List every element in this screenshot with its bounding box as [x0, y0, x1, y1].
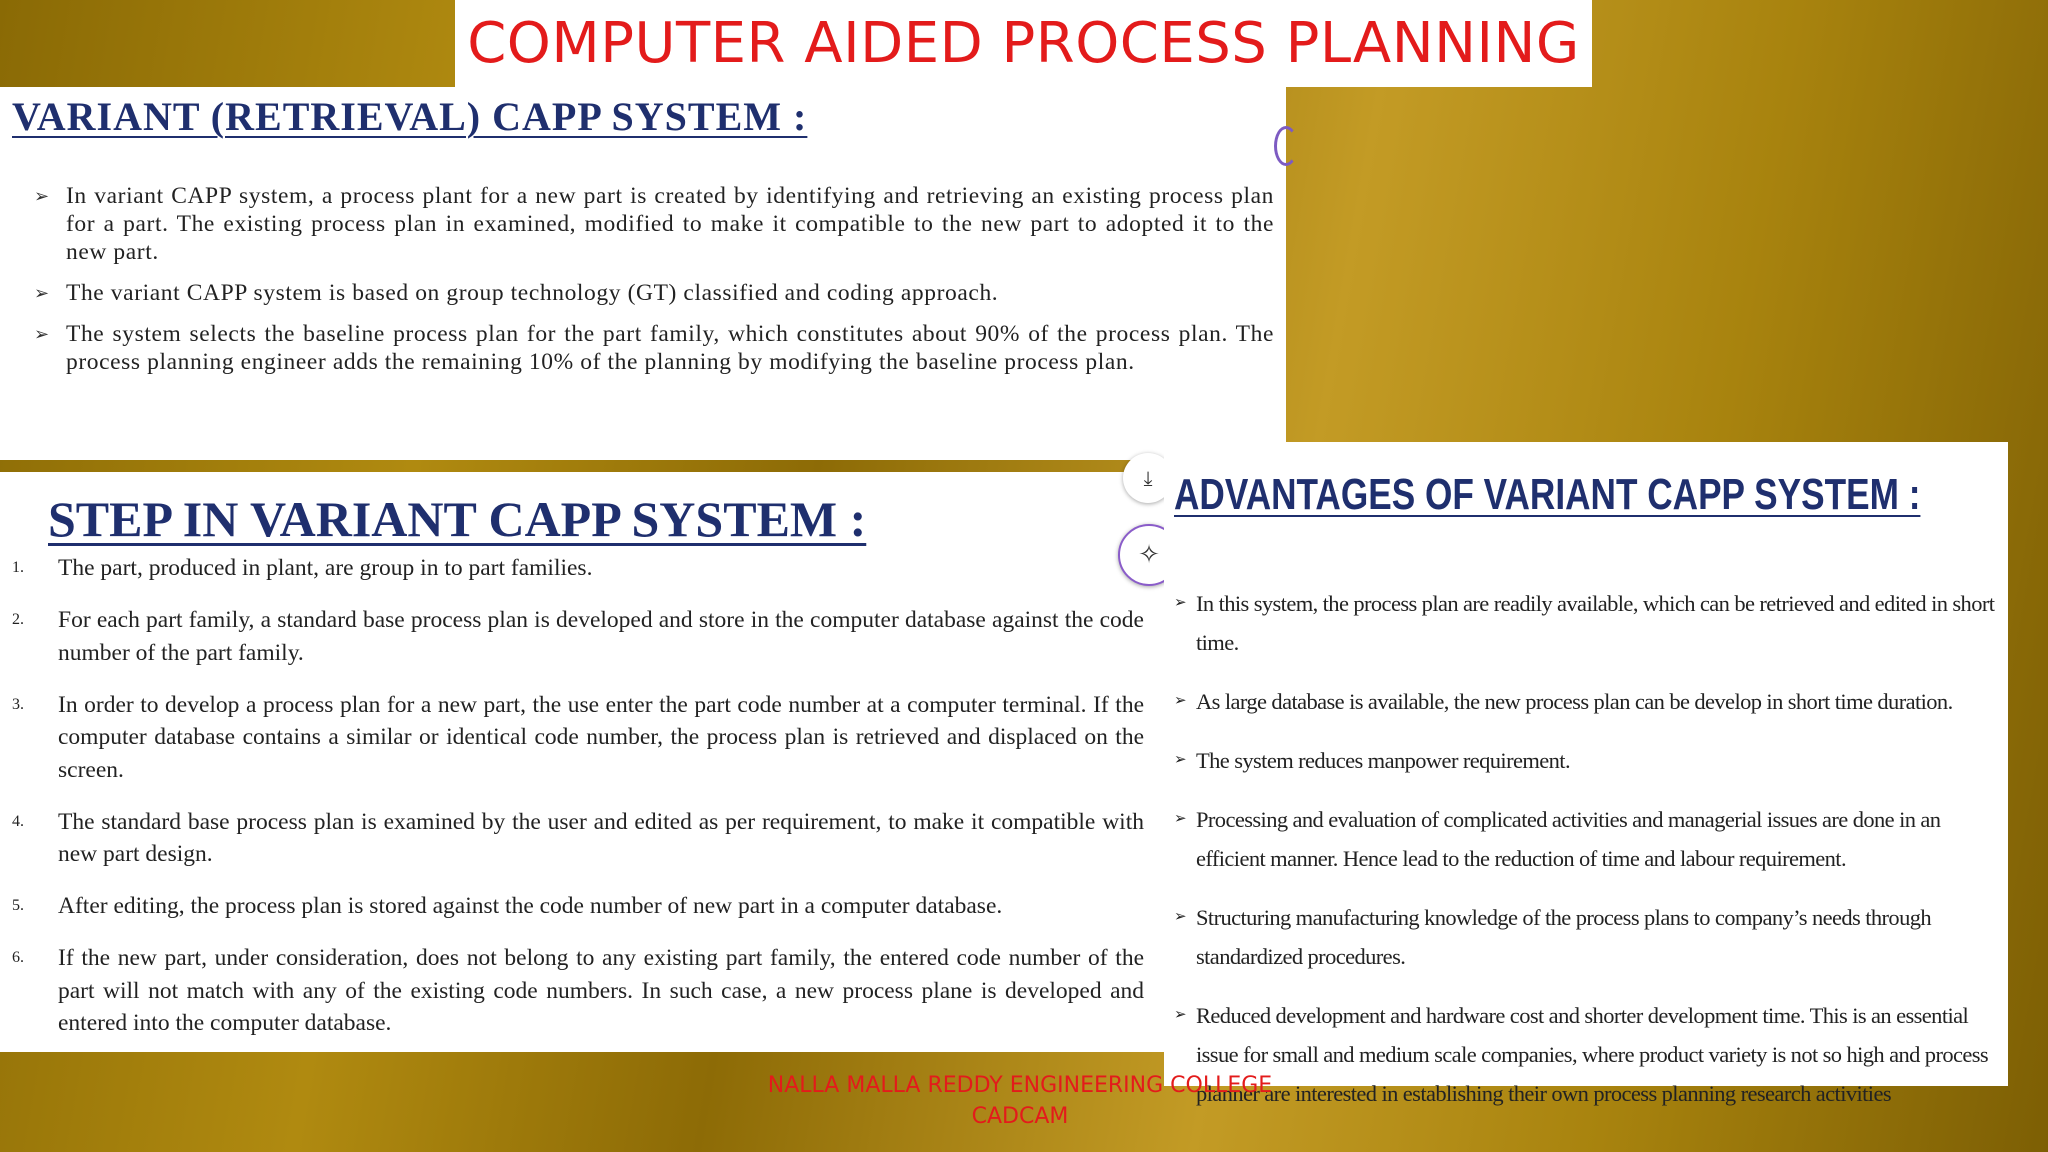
arrow-bullet-icon: ➢ [1174, 693, 1186, 709]
step-item: 3. In order to develop a process plan for a new part, the use enter the part code number at a computer terminal. If the computer database contains a similar or identical code number, the process plan is retrieved and displaced on the screen. [12, 689, 1144, 787]
arrow-bullet-icon: ➢ [34, 186, 50, 206]
slide-title: COMPUTER AIDED PROCESS PLANNING [467, 11, 1580, 76]
advantage-item: ➢ The system reduces manpower requirement. [1174, 741, 1998, 780]
step-item: 4. The standard base process plan is examined by the user and edited as per requirement, to make it compatible with new part design. [12, 806, 1144, 871]
step-number: 6. [12, 949, 24, 966]
arc-decoration-icon [1274, 126, 1298, 166]
step-number: 4. [12, 812, 24, 830]
advantages-list [1174, 584, 1998, 1133]
variant-capp-list [34, 182, 1274, 389]
title-banner [455, 0, 1592, 87]
step-item: 5. After editing, the process plan is stored against the code number of new part in a computer database. [12, 890, 1144, 923]
sparkle-icon[interactable]: ✧ [1118, 524, 1180, 586]
steps-list [12, 552, 1144, 1059]
variant-point: ➢ In variant CAPP system, a process plant for a new part is created by identifying and retrieving an existing process plan for a part. The existing process plan in examined, modified to make it compatible to the new part to adopted it to the new part. [34, 183, 1274, 265]
step-item: 6. If the new part, under consideration, does not belong to any existing part family, the entered code number of the part will not match with any of the existing code numbers. In such case, a new process plane is developed and entered into the computer database. [12, 942, 1144, 1040]
step-number: 3. [12, 695, 24, 713]
arrow-bullet-icon: ➢ [34, 283, 50, 303]
step-number: 1. [12, 559, 24, 576]
course-name: CADCAM [971, 1104, 1069, 1129]
advantages-heading: ADVANTAGES OF VARIANT CAPP SYSTEM : [1174, 470, 1921, 519]
arrow-bullet-icon: ➢ [1174, 595, 1186, 611]
step-item: 2. For each part family, a standard base process plan is developed and store in the computer database against the code number of the part family. [12, 604, 1144, 669]
advantage-item: ➢ As large database is available, the new process plan can be develop in short time duration. [1174, 682, 1998, 721]
advantage-item: ➢ Structuring manufacturing knowledge of the process plans to company’s needs through standardized procedures. [1174, 898, 1998, 976]
steps-panel [0, 472, 1164, 1052]
college-name: NALLA MALLA REDDY ENGINEERING COLLEGE [767, 1073, 1273, 1098]
download-icon[interactable]: ⤓ [1123, 453, 1173, 503]
advantages-panel [1164, 442, 2008, 1106]
arrow-bullet-icon: ➢ [1174, 811, 1186, 827]
variant-capp-panel [0, 87, 1286, 460]
steps-heading: STEP IN VARIANT CAPP SYSTEM : [48, 491, 867, 547]
variant-point: ➢ The variant CAPP system is based on group technology (GT) classified and coding approach. [34, 280, 999, 306]
step-item: 1. The part, produced in plant, are group in to part families. [12, 552, 1144, 585]
arrow-bullet-icon: ➢ [1174, 1007, 1186, 1023]
step-number: 2. [12, 611, 24, 628]
variant-capp-heading: VARIANT (RETRIEVAL) CAPP SYSTEM : [12, 94, 808, 139]
footer [700, 1070, 1340, 1132]
step-number: 5. [12, 897, 24, 914]
advantage-item: ➢ Processing and evaluation of complicated activities and managerial issues are done in an efficient manner. Hence lead to the reduction of time and labour requirement. [1174, 800, 1998, 878]
arrow-bullet-icon: ➢ [1174, 752, 1186, 768]
arrow-bullet-icon: ➢ [34, 324, 50, 344]
advantage-item: ➢ In this system, the process plan are readily available, which can be retrieved and edited in short time. [1174, 584, 1998, 662]
advantage-item: ➢ Reduced development and hardware cost and shorter development time. This is an essential issue for small and medium scale companies, where product variety is not so high and process planner are interested in establishing their own process planning research activities [1174, 996, 1998, 1113]
arrow-bullet-icon: ➢ [1174, 909, 1186, 925]
variant-point: ➢ The system selects the baseline process plan for the part family, which constitutes about 90% of the process plan. The process planning engineer adds the remaining 10% of the planning by modifying the baseline process plan. [34, 321, 1274, 375]
